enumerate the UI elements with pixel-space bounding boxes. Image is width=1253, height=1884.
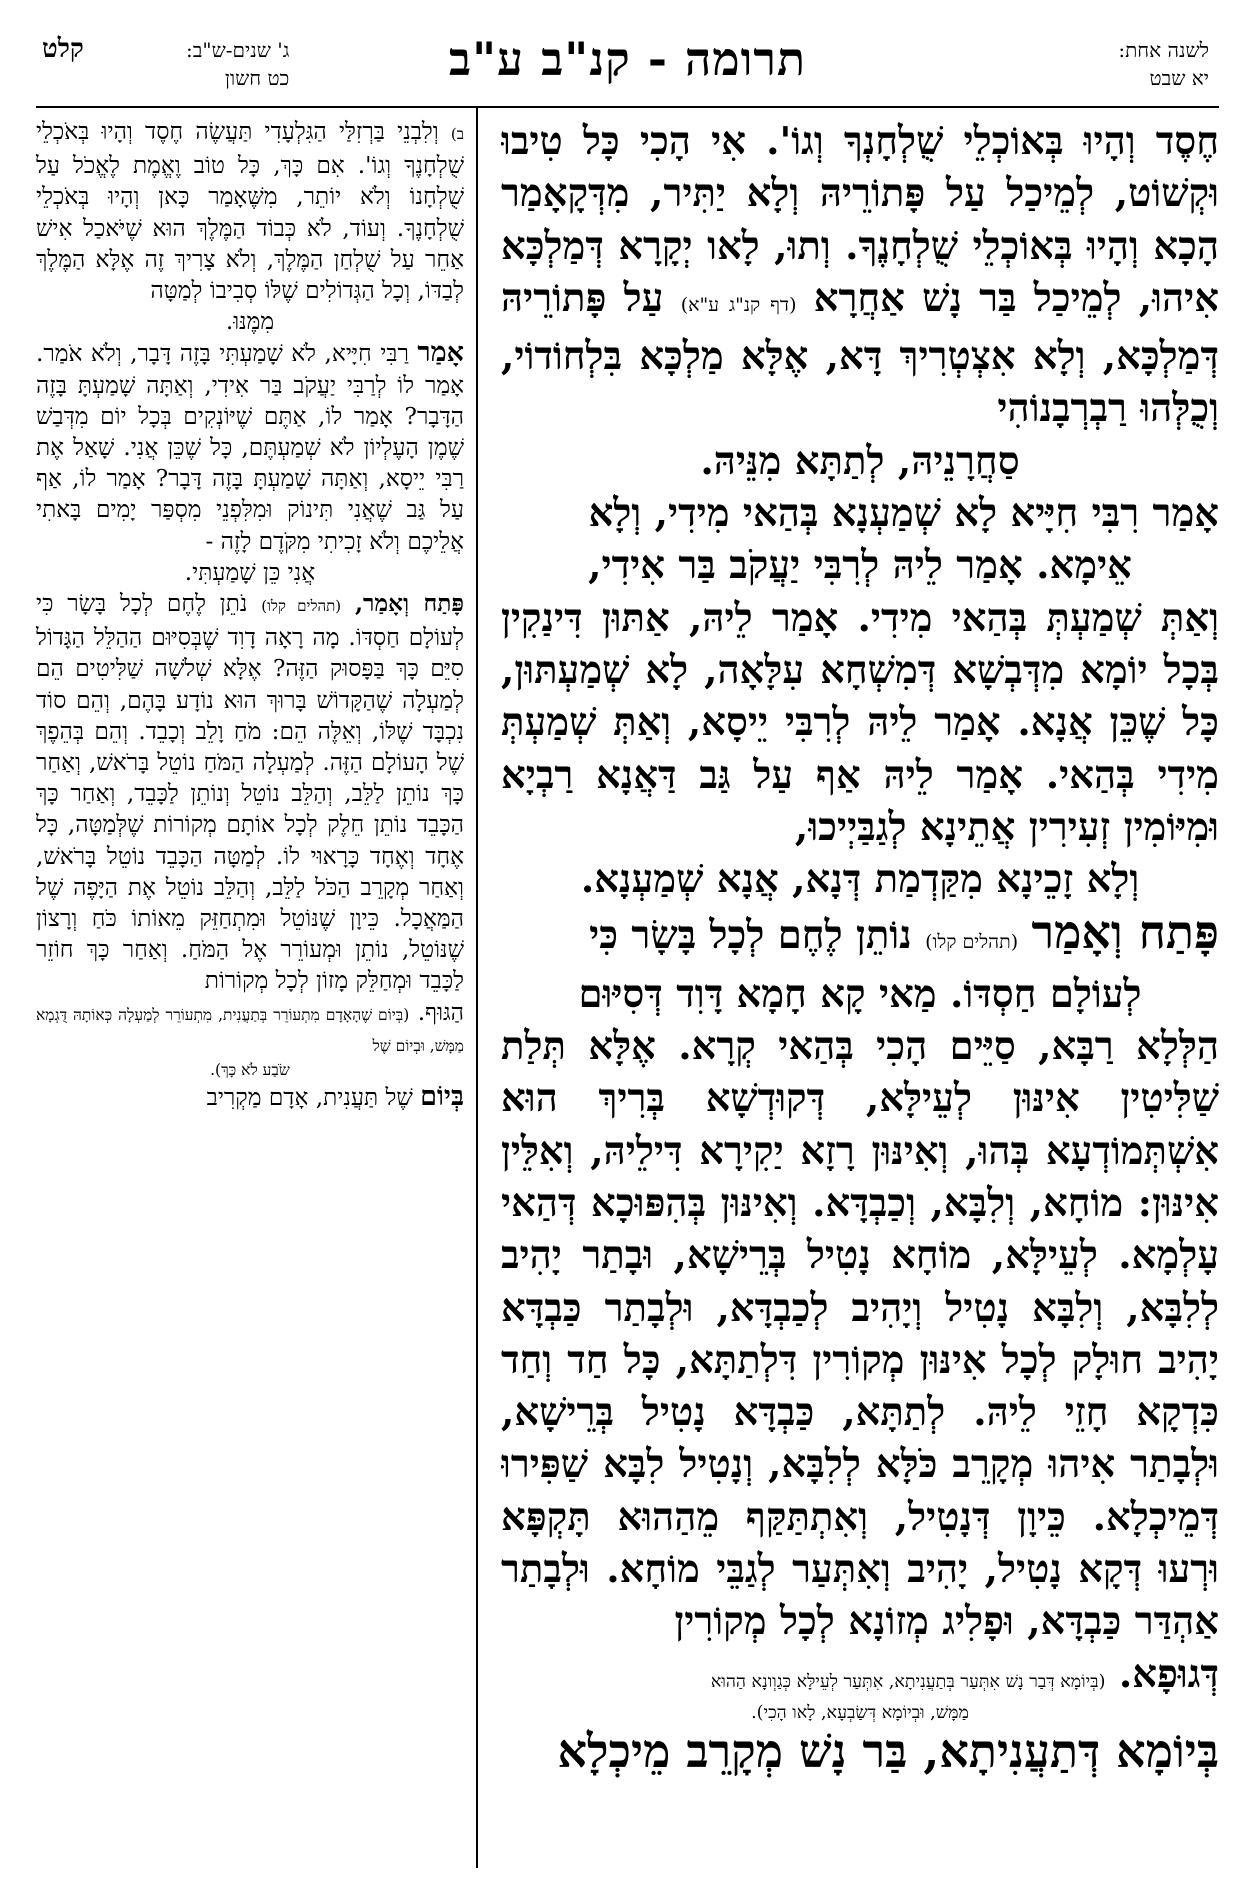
note-marker: ב) bbox=[450, 125, 464, 143]
main-text: עַל פָּתוֹרֵיהּ דְּמַלְכָּא, וְלָא אִצְטְרִיךְ דָּא, אֶלָּא מַלְכָּא בִּלְחוֹדוֹי, וְכֻלְּהוּ רַבְרְבָנוֹהִי bbox=[501, 275, 1219, 432]
schedule-date: יא שבט bbox=[1149, 66, 1209, 90]
verse-quote: נוֹתֵן לֶחֶם לְכָל בָּשָׂר כִּי bbox=[589, 913, 912, 959]
main-paragraph bbox=[501, 906, 1219, 968]
page-number: קלט bbox=[42, 34, 84, 64]
main-paragraph: וְאַתְּ שְׁמַעְתְּ בְּהַאי מִידִי. אָמַר לֵיהּ, אַתּוּן דִּינַקִין בְּכָל יוֹמָא מִדְּבְשָׁא דְּמִשְׁחָא עִלָּאָה, לָא שְׁמַעְתּוּן, כָּל שֶׁכֵּן אֲנָא. אָמַר לֵיהּ לְרִבִּי יֵיסָא, וְאַתְּ שְׁמַעְתְּ מִידִי בְּהַאי. אָמַר לֵיהּ אַף עַל גַּב דַּאֲנָא רַבְיָא וּמִיּוֹמִין זְעִירִין אֲתֵינָא לְגַבַּיְיכוּ, bbox=[501, 595, 1219, 850]
verse-reference: (תהלים קלו) bbox=[261, 597, 342, 616]
main-paragraph bbox=[501, 1649, 1219, 1701]
schedule-label: לשנה אחת: bbox=[1118, 38, 1209, 62]
translation-column bbox=[36, 116, 464, 1868]
main-paragraph: הַלְּלָא רַבָּא, סַיֵּים הָכִי בְּהַאי קְרָא. אֶלָּא תְּלַת שַׁלִּיטִין אִינּוּן לְעֵילָּא, דְּקוּדְשָׁא בְּרִיךְ הוּא אִשְׁתְּמוֹדְעָא בְּהוּ, וְאִינּוּן רָזָא יַקִירָא דִּילֵיהּ, וְאִלֵּין אִינּוּן: מוֹחָא, וְלִבָּא, וְכַבְדָּא. וְאִינּוּן בְּהִפּוּכָא דְּהַאי עָלְמָא. לְעֵילָּא, מוֹחָא נָטִיל בְּרֵישָׁא, וּבָתַר יָהִיב לְלִבָּא, וְלִבָּא נָטִיל וְיָהִיב לְכַבְדָּא, וּלְבָתַר כַּבְדָּא יָהִיב חוּלָק לְכָל אִינּוּן מְקוֹרִין דִּלְתַתָּא, כָּל חַד וְחַד כִּדְקָא חָזֵי לֵיהּ. לְתַתָּא, כַּבְדָּא נָטִיל בְּרֵישָׁא, וּלְבָתַר אִיהוּ מְקָרֵב כֹּלָּא לְלִבָּא, וְנָטִיל לִבָּא שַׁפִּירוּ דְּמֵיכְלָא. כֵּיוָן דְּנָטִיל, וְאִתְתַּקַּף מֵהַהוּא תָּקְפָּא וּרְעוּ דְּקָא נָטִיל, יָהִיב וְאִתְּעַר לְגַבֵּי מוֹחָא. וּלְבָתַר אַהְדַּר כַּבְדָּא, וּפָלִיג מְזוֹנָא לְכָל מְקוֹרִין bbox=[501, 1024, 1219, 1645]
running-header bbox=[36, 28, 1219, 120]
page-title: תרומה - קנ"ב ע"ב bbox=[448, 32, 807, 86]
main-text-centered: אֵימָא. אָמַר לֵיהּ לְרִבִּי יַעֲקֹב בַּר אִידִי, bbox=[588, 543, 1132, 589]
header-divider bbox=[36, 106, 1219, 108]
main-text-centered: לְעוֹלָם חַסְדּוֹ. מַאי קָא חָמָא דָּוִד דְּסִיּוּם bbox=[578, 971, 1142, 1017]
parenthetical-note: (בְּיוֹמָא דְּבַר נָשׁ אִתְּעַר בְּתַעֲנִיתָא, אִתְּעַר לְעֵילָּא כְּגַוְונָא הַהוּא bbox=[710, 1671, 1106, 1692]
translation-text: נֹתֵן לֶחֶם לְכָל בָּשָׂר כִּי לְעוֹלָם חַסְדּוֹ. מָה רָאָה דָוִד שֶׁבְּסִיּוּם הַהַלֵּל הַגָּדוֹל סִיֵּם כָּךְ בַּפָּסוּק הַזֶּה? אֶלָּא שְׁלֹשָׁה שַׁלִּיטִים הֵם לְמַעְלָה שֶׁהַקָּדוֹשׁ בָּרוּךְ הוּא נוֹדָע בָּהֶם, וְהֵם סוֹד נִכְבָּד שֶׁלּוֹ, וְאֵלֶּה הֵם: מֹחַ וָלֵב וְכָבֵד. וְהֵם בְּהֵפֶךְ שֶׁל הָעוֹלָם הַזֶּה. לְמַעְלָה הַמֹּחַ נוֹטֵל בָּרֹאשׁ, וְאַחַר כָּךְ נוֹתֵן לַלֵּב, וְהַלֵּב נוֹטֵל וְנוֹתֵן לַכָּבֵד, וְאַחַר כָּךְ הַכָּבֵד נוֹתֵן חֵלֶק לְכָל אוֹתָם מְקוֹרוֹת שֶׁלְּמַטָּה, כָּל אֶחָד וְאֶחָד כָּרָאוּי לוֹ. לְמַטָּה הַכָּבֵד נוֹטֵל בָּרֹאשׁ, וְאַחַר מְקָרֵב הַכֹּל לַלֵּב, וְהַלֵּב נוֹטֵל אֶת הַיָּפֶה שֶׁל הַמַּאֲכָל. כֵּיוָן שֶׁנּוֹטֵל וּמִתְחַזֵּק מֵאוֹתוֹ כֹּחַ וְרָצוֹן שֶׁנּוֹטֵל, נוֹתֵן וּמְעוֹרֵר אֶל הַמֹּחַ. וְאַחַר כָּךְ חוֹזֵר לַכָּבֵד וּמְחַלֵּק מָזוֹן לְכָל מְקוֹרוֹת bbox=[36, 590, 464, 995]
translation-paragraph bbox=[36, 116, 464, 306]
main-paragraph bbox=[501, 488, 1219, 540]
main-paragraph bbox=[501, 116, 1219, 436]
folio-reference: (דף קנ"ג ע"א) bbox=[680, 293, 797, 316]
main-paragraph-end: וְלָא זָכֵינָא מִקַּדְמַת דְּנָא, אֲנָא שְׁמַעְנָא. bbox=[580, 857, 1140, 903]
opening-words: אָמַר bbox=[417, 337, 464, 369]
translation-text: וְלִבְנֵי בַּרְזִלַּי הַגִּלְעָדִי תַּעֲשֶׂה חֶסֶד וְהָיוּ בְּאֹכְלֵי שֻׁלְחָנֶךָ וְגוֹ'. אִם כָּךְ, כָּל טוֹב וֶאֱמֶת לֶאֱכֹל עַל שֻׁלְחָנוֹ וְלֹא יוֹתֵר, מִשֶּׁאָמַר כָּאן וְהָיוּ בְּאֹכְלֵי שֻׁלְחָנֶךָ. וְעוֹד, לֹא כְּבוֹד הַמֶּלֶךְ הוּא שֶׁיֹּאכַל אִישׁ אַחֵר עַל שֻׁלְחַן הַמֶּלֶךְ, וְלֹא צָרִיךְ זֶה אֶלָּא הַמֶּלֶךְ לְבַדּוֹ, וְכָל הַגְּדוֹלִים שֶׁלּוֹ סְבִיבוֹ לְמַטָּה bbox=[36, 118, 464, 305]
parenthetical-note-end: מַמָּשׁ, וּבְיוֹמָא דְּשַׂבְעָא, לָאו הָכִי). bbox=[751, 1702, 969, 1723]
opening-words: בְּיוֹם bbox=[420, 1081, 464, 1113]
translation-text: רַבִּי חִיָּיא, לֹא שָׁמַעְתִּי בָּזֶה דָּבָר, וְלֹא אֹמַר. אָמַר לוֹ לְרַבִּי יַעֲקֹב בַּר אִידִי, וְאַתָּה שָׁמַעְתָּ בָּזֶה הַדָּבָר? אָמַר לוֹ, אַתֶּם שֶׁיּוֹנְקִים בְּכָל יוֹם מִדְּבַשׁ שֶׁמֶן הָעֶלְיוֹן לֹא שְׁמַעְתֶּם, כָּל שֶׁכֵּן אֲנִי. שָׁאַל אֶת רַבִּי יֵיסָא, וְאַתָּה שָׁמַעְתָּ בָּזֶה דָּבָר? אָמַר לוֹ, אַף עַל גַּב שֶׁאֲנִי תִּינוֹק וּמִלִּפְנֵי מִסְפַּר יָמִים בָּאתִי אֲלֵיכֶם וְלֹא זָכִיתִי מִקֹּדֶם לָזֶה - bbox=[36, 340, 464, 555]
translation-paragraph bbox=[36, 588, 464, 997]
main-text: אָמַר רִבִּי חִיָּיא לָא שְׁמַעְנָא בְּהַאי מִידִי, וְלָא bbox=[588, 491, 1219, 537]
translation-paragraph bbox=[36, 997, 464, 1059]
translation-text: שֶׁל תַּעֲנִית, אָדָם מַקְרִיב bbox=[206, 1084, 413, 1112]
main-paragraph-end: סַחֲרָנֵיהּ, לְתַתָּא מִנֵּיהּ. bbox=[700, 438, 1020, 484]
main-text-column bbox=[501, 116, 1219, 1868]
translation-paragraph-end: אֲנִי כֵּן שָׁמַעְתִּי. bbox=[184, 558, 316, 586]
schedule-label: ג' שנים-ש"ב: bbox=[186, 38, 290, 62]
main-paragraph bbox=[501, 1725, 1219, 1781]
daily-schedule-three-year bbox=[186, 36, 289, 92]
parenthetical-note: (בְּיוֹם שֶׁהָאָדָם מִתְעוֹרֵר בְּתַעֲנִית, מִתְעוֹרֵר לְמַעְלָה כְּאוֹתָהּ דֻּגְמָא מַמָּשׁ, וּבְיוֹם שֶׁל bbox=[36, 1005, 464, 1055]
verse-reference: (תהלים קלו) bbox=[925, 931, 1019, 954]
column-divider bbox=[476, 108, 478, 1868]
schedule-date: כט חשון bbox=[224, 66, 290, 90]
parenthetical-note-end: שֹׂבַע לֹא כָּךְ). bbox=[210, 1061, 290, 1080]
translation-text: הַגּוּף. bbox=[417, 998, 464, 1026]
translation-paragraph bbox=[36, 1081, 464, 1113]
opening-words: פָּתַח וְאָמַר, bbox=[354, 590, 464, 618]
book-page bbox=[36, 28, 1219, 1868]
opening-words: בְּיוֹמָא דְּתַעֲנִיתָא, בַּר נָשׁ מְקָרֵב מֵיכְלָא bbox=[557, 1723, 1219, 1778]
translation-paragraph bbox=[36, 337, 464, 556]
main-text: חֶסֶד וְהָיוּ בְּאוֹכְלֵי שֻׁלְחָנְךָ וְגוֹ'. אִי הָכִי כָּל טִיבוּ וּקְשׁוֹט, לְמֵיכַל עַל פָּתוֹרֵיהּ וְלָא יַתִּיר, מִדְּקָאָמַר הָכָא וְהָיוּ בְּאוֹכְלֵי שֻׁלְחָנֶךָ. וְתוּ, לָאו יְקָרָא דְּמַלְכָּא אִיהוּ, לְמֵיכַל בַּר נָשׁ אַחֲרָא bbox=[501, 119, 1219, 321]
main-text: דְּגוּפָא. bbox=[1118, 1651, 1219, 1697]
opening-words: פָּתַח וְאָמַר bbox=[1031, 905, 1219, 960]
translation-paragraph-end: מִמֶּנּוּ. bbox=[225, 308, 275, 336]
